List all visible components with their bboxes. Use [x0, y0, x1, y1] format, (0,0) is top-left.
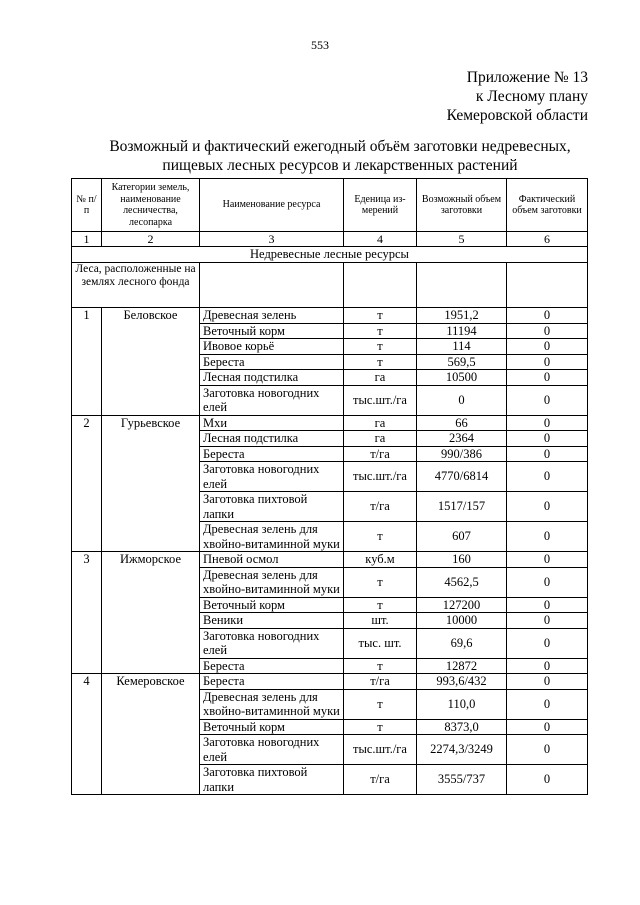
actual-volume: 0	[507, 735, 588, 765]
possible-volume: 160	[417, 552, 507, 568]
header-resource: Наименование ресурса	[200, 179, 344, 232]
header-actual: Фактический объем заготовки	[507, 179, 588, 232]
actual-volume: 0	[507, 462, 588, 492]
unit: куб.м	[344, 552, 417, 568]
column-number: 2	[102, 232, 200, 247]
resource-name: Заготовка новогодних елей	[200, 462, 344, 492]
actual-volume: 0	[507, 613, 588, 629]
resource-name: Веточный корм	[200, 719, 344, 735]
resource-name: Древесная зелень для хвойно-витаминной муки	[200, 689, 344, 719]
resource-name: Заготовка пихтовой лапки	[200, 765, 344, 795]
empty-cell	[417, 263, 507, 308]
column-number: 6	[507, 232, 588, 247]
actual-volume: 0	[507, 567, 588, 597]
possible-volume: 607	[417, 522, 507, 552]
empty-cell	[344, 263, 417, 308]
actual-volume: 0	[507, 492, 588, 522]
possible-volume: 66	[417, 415, 507, 431]
table-row	[72, 415, 588, 431]
resource-name: Древесная зелень для хвойно-витаминной муки	[200, 522, 344, 552]
possible-volume: 110,0	[417, 689, 507, 719]
header-possible: Возможный объем заготовки	[417, 179, 507, 232]
resource-name: Заготовка новогодних елей	[200, 628, 344, 658]
actual-volume: 0	[507, 308, 588, 324]
possible-volume: 8373,0	[417, 719, 507, 735]
resource-name: Веники	[200, 613, 344, 629]
actual-volume: 0	[507, 628, 588, 658]
unit: тыс.шт./га	[344, 385, 417, 415]
forestry-name: Гурьевское	[102, 415, 200, 552]
resource-name: Веточный корм	[200, 323, 344, 339]
resource-name: Береста	[200, 446, 344, 462]
unit: т	[344, 567, 417, 597]
actual-volume: 0	[507, 323, 588, 339]
group-number: 3	[72, 552, 102, 674]
section-title: Недревесные лесные ресурсы	[72, 247, 588, 263]
table-row	[72, 674, 588, 690]
group-number: 2	[72, 415, 102, 552]
header-unit: Еденица из-мерений	[344, 179, 417, 232]
possible-volume: 569,5	[417, 354, 507, 370]
section-row	[72, 247, 588, 263]
table-row	[72, 552, 588, 568]
actual-volume: 0	[507, 339, 588, 355]
column-number: 5	[417, 232, 507, 247]
document-title	[40, 137, 640, 175]
unit: т/га	[344, 674, 417, 690]
unit: т	[344, 597, 417, 613]
possible-volume: 69,6	[417, 628, 507, 658]
unit: т	[344, 689, 417, 719]
empty-cell	[200, 263, 344, 308]
actual-volume: 0	[507, 354, 588, 370]
empty-cell	[507, 263, 588, 308]
actual-volume: 0	[507, 765, 588, 795]
actual-volume: 0	[507, 658, 588, 674]
resource-name: Береста	[200, 674, 344, 690]
group-number: 1	[72, 308, 102, 416]
resource-name: Ивовое корьё	[200, 339, 344, 355]
unit: шт.	[344, 613, 417, 629]
possible-volume: 0	[417, 385, 507, 415]
unit: т	[344, 339, 417, 355]
actual-volume: 0	[507, 552, 588, 568]
unit: т	[344, 354, 417, 370]
actual-volume: 0	[507, 689, 588, 719]
header-category: Категории земель, наименование лесничества, лесопарка	[102, 179, 200, 232]
table-row	[72, 308, 588, 324]
possible-volume: 11194	[417, 323, 507, 339]
appendix-line-1: Приложение № 13	[466, 69, 588, 86]
resource-name: Береста	[200, 658, 344, 674]
unit: тыс.шт./га	[344, 735, 417, 765]
unit: т	[344, 308, 417, 324]
possible-volume: 1517/157	[417, 492, 507, 522]
possible-volume: 10500	[417, 370, 507, 386]
actual-volume: 0	[507, 431, 588, 447]
possible-volume: 3555/737	[417, 765, 507, 795]
actual-volume: 0	[507, 370, 588, 386]
possible-volume: 1951,2	[417, 308, 507, 324]
column-number: 3	[200, 232, 344, 247]
group-number: 4	[72, 674, 102, 795]
forestry-name: Ижморское	[102, 552, 200, 674]
actual-volume: 0	[507, 674, 588, 690]
actual-volume: 0	[507, 719, 588, 735]
possible-volume: 4562,5	[417, 567, 507, 597]
possible-volume: 2274,3/3249	[417, 735, 507, 765]
resource-name: Заготовка новогодних елей	[200, 385, 344, 415]
resource-name: Веточный корм	[200, 597, 344, 613]
unit: га	[344, 431, 417, 447]
appendix-line-3: Кемеровской области	[446, 107, 588, 124]
column-number-row	[72, 232, 588, 247]
resource-name: Древесная зелень для хвойно-витаминной муки	[200, 567, 344, 597]
unit: га	[344, 415, 417, 431]
title-line-1: Возможный и фактический ежегодный объём заготовки недревесных,	[109, 138, 571, 155]
resource-name: Мхи	[200, 415, 344, 431]
unit: тыс. шт.	[344, 628, 417, 658]
resource-name: Древесная зелень	[200, 308, 344, 324]
possible-volume: 12872	[417, 658, 507, 674]
column-number: 1	[72, 232, 102, 247]
appendix-line-2: к Лесному плану	[475, 88, 588, 105]
resource-name: Береста	[200, 354, 344, 370]
appendix-heading	[447, 68, 588, 125]
forestry-name: Беловское	[102, 308, 200, 416]
possible-volume: 993,6/432	[417, 674, 507, 690]
actual-volume: 0	[507, 522, 588, 552]
unit: т	[344, 719, 417, 735]
header-num: № п/п	[72, 179, 102, 232]
possible-volume: 2364	[417, 431, 507, 447]
actual-volume: 0	[507, 385, 588, 415]
resource-name: Пневой осмол	[200, 552, 344, 568]
resources-table	[71, 178, 588, 795]
possible-volume: 10000	[417, 613, 507, 629]
unit: га	[344, 370, 417, 386]
unit: т	[344, 522, 417, 552]
possible-volume: 990/386	[417, 446, 507, 462]
category-label: Леса, расположенные на землях лесного фонда	[72, 263, 200, 308]
title-line-2: пищевых лесных ресурсов и лекарственных растений	[162, 157, 518, 174]
forestry-name: Кемеровское	[102, 674, 200, 795]
unit: т/га	[344, 492, 417, 522]
unit: т	[344, 323, 417, 339]
unit: т/га	[344, 446, 417, 462]
unit: т	[344, 658, 417, 674]
unit: т/га	[344, 765, 417, 795]
resource-name: Заготовка новогодних елей	[200, 735, 344, 765]
actual-volume: 0	[507, 446, 588, 462]
resource-name: Лесная подстилка	[200, 431, 344, 447]
possible-volume: 127200	[417, 597, 507, 613]
unit: тыс.шт./га	[344, 462, 417, 492]
possible-volume: 4770/6814	[417, 462, 507, 492]
resource-name: Лесная подстилка	[200, 370, 344, 386]
actual-volume: 0	[507, 597, 588, 613]
actual-volume: 0	[507, 415, 588, 431]
resource-name: Заготовка пихтовой лапки	[200, 492, 344, 522]
possible-volume: 114	[417, 339, 507, 355]
page-number: 553	[311, 38, 329, 52]
category-row	[72, 263, 588, 308]
table-header-row	[72, 179, 588, 232]
column-number: 4	[344, 232, 417, 247]
